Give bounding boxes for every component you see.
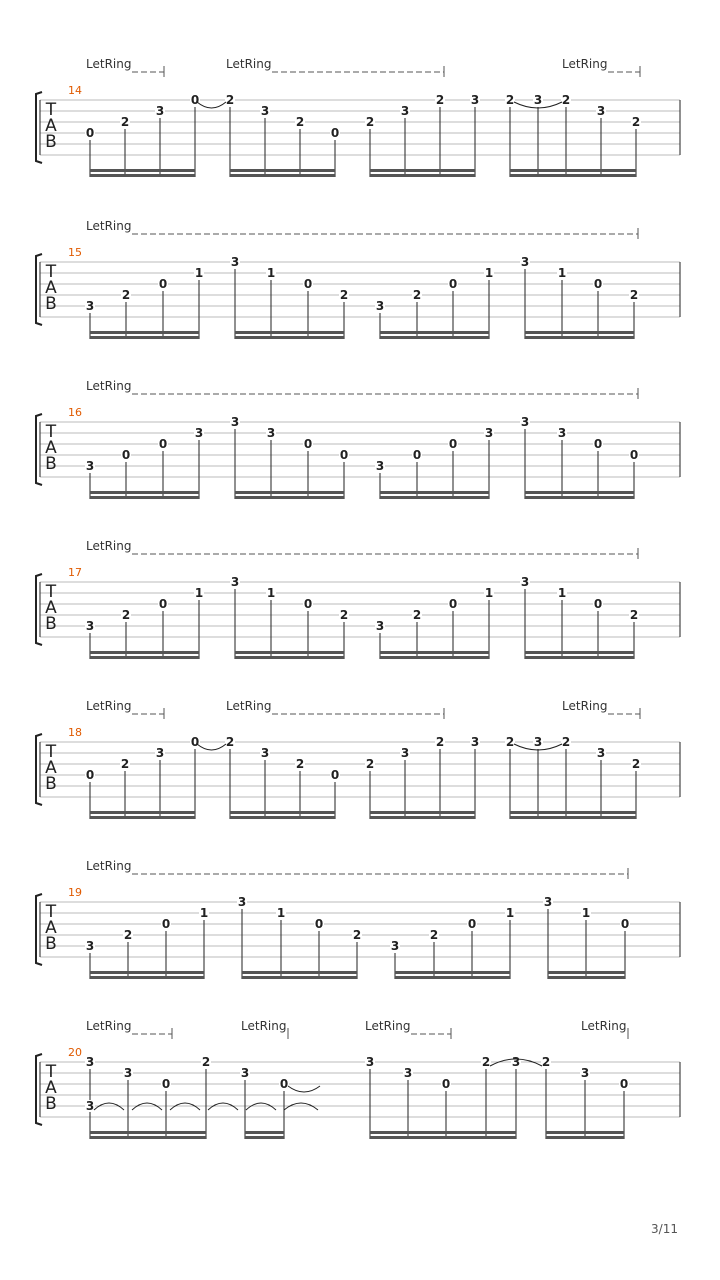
- beam-secondary: [235, 651, 344, 654]
- beam-secondary: [90, 971, 204, 974]
- page-number: 3/11: [651, 1222, 678, 1236]
- fret-number: 2: [561, 93, 571, 107]
- let-ring-label: LetRing: [86, 539, 132, 553]
- tab-clef-letter: A: [45, 918, 57, 938]
- fret-number: 1: [557, 586, 567, 600]
- measure-number: 15: [68, 246, 82, 259]
- fret-number: 0: [161, 1077, 171, 1091]
- let-ring-label: LetRing: [241, 1019, 287, 1033]
- beam-secondary: [395, 971, 510, 974]
- fret-number: 3: [85, 619, 95, 633]
- fret-number: 3: [85, 939, 95, 953]
- tie-arc: [197, 102, 226, 108]
- system-bracket: [36, 254, 42, 325]
- tab-clef-letter: A: [45, 438, 57, 458]
- fret-number: 2: [429, 928, 439, 942]
- beam-secondary: [548, 971, 625, 974]
- tab-clef-letter: B: [45, 614, 57, 634]
- beam-primary: [380, 336, 489, 339]
- fret-number: 0: [620, 917, 630, 931]
- beam-primary: [525, 656, 634, 659]
- measure-number: 19: [68, 886, 82, 899]
- tab-clef-letter: A: [45, 758, 57, 778]
- beam-secondary: [235, 491, 344, 494]
- beam-secondary: [245, 1131, 284, 1134]
- fret-number: 2: [365, 115, 375, 129]
- tab-clef-letter: T: [45, 422, 57, 442]
- fret-number: 1: [194, 266, 204, 280]
- fret-number: 0: [158, 277, 168, 291]
- fret-number: 2: [339, 288, 349, 302]
- fret-number: 2: [352, 928, 362, 942]
- let-ring-label: LetRing: [86, 1019, 132, 1033]
- beam-primary: [90, 816, 195, 819]
- fret-number: 0: [593, 597, 603, 611]
- beam-primary: [510, 816, 636, 819]
- fret-number: 3: [266, 426, 276, 440]
- tab-clef-letter: B: [45, 1094, 57, 1114]
- fret-number: 0: [412, 448, 422, 462]
- beam-secondary: [242, 971, 357, 974]
- system-bracket: [36, 414, 42, 485]
- fret-number: 3: [400, 104, 410, 118]
- beam-primary: [370, 816, 475, 819]
- fret-number: 3: [230, 255, 240, 269]
- beam-secondary: [380, 491, 489, 494]
- fret-number: 3: [470, 735, 480, 749]
- fret-number: 0: [619, 1077, 629, 1091]
- beam-secondary: [90, 491, 199, 494]
- fret-number: 3: [194, 426, 204, 440]
- let-ring-label: LetRing: [562, 57, 608, 71]
- let-ring-label: LetRing: [581, 1019, 627, 1033]
- beam-secondary: [370, 1131, 516, 1134]
- measure-number: 14: [68, 84, 82, 97]
- tab-clef-letter: B: [45, 774, 57, 794]
- let-ring-label: LetRing: [86, 379, 132, 393]
- beam-primary: [548, 976, 625, 979]
- fret-number: 0: [314, 917, 324, 931]
- beam-primary: [242, 976, 357, 979]
- fret-number: 3: [400, 746, 410, 760]
- fret-number: 3: [375, 299, 385, 313]
- fret-number: 1: [199, 906, 209, 920]
- fret-number: 0: [161, 917, 171, 931]
- beam-primary: [235, 656, 344, 659]
- fret-number: 0: [593, 277, 603, 291]
- fret-number: 0: [629, 448, 639, 462]
- beam-primary: [90, 976, 204, 979]
- tab-clef-letter: B: [45, 454, 57, 474]
- fret-number: 2: [629, 288, 639, 302]
- beam-secondary: [525, 331, 634, 334]
- fret-number: 2: [561, 735, 571, 749]
- fret-number: 3: [237, 895, 247, 909]
- fret-number: 1: [266, 266, 276, 280]
- fret-number: 0: [121, 448, 131, 462]
- tab-clef-letter: T: [45, 1062, 57, 1082]
- beam-secondary: [380, 331, 489, 334]
- fret-number: 3: [260, 746, 270, 760]
- fret-number: 2: [121, 608, 131, 622]
- tie-arc: [197, 744, 226, 750]
- fret-number: 2: [412, 288, 422, 302]
- beam-primary: [235, 496, 344, 499]
- fret-number: 2: [121, 288, 131, 302]
- fret-number: 3: [375, 619, 385, 633]
- system-bracket: [36, 92, 42, 163]
- beam-primary: [380, 656, 489, 659]
- beam-secondary: [230, 169, 335, 172]
- fret-number: 3: [85, 1055, 95, 1069]
- fret-number: 3: [533, 735, 543, 749]
- fret-number: 2: [631, 115, 641, 129]
- fret-number: 2: [201, 1055, 211, 1069]
- fret-number: 0: [158, 437, 168, 451]
- fret-number: 3: [403, 1066, 413, 1080]
- beam-primary: [90, 496, 199, 499]
- fret-number: 2: [365, 757, 375, 771]
- beam-primary: [90, 336, 199, 339]
- let-ring-label: LetRing: [86, 219, 132, 233]
- system-bracket: [36, 734, 42, 805]
- fret-number: 2: [225, 93, 235, 107]
- fret-number: 0: [330, 126, 340, 140]
- beam-secondary: [235, 331, 344, 334]
- beam-secondary: [380, 651, 489, 654]
- tie-arc: [288, 1086, 320, 1092]
- fret-number: 0: [190, 93, 200, 107]
- fret-number: 0: [593, 437, 603, 451]
- fret-number: 0: [339, 448, 349, 462]
- fret-number: 1: [581, 906, 591, 920]
- fret-number: 2: [120, 757, 130, 771]
- fret-number: 3: [470, 93, 480, 107]
- beam-primary: [230, 174, 335, 177]
- let-ring-label: LetRing: [86, 859, 132, 873]
- beam-secondary: [525, 491, 634, 494]
- beam-secondary: [546, 1131, 624, 1134]
- fret-number: 0: [303, 437, 313, 451]
- fret-number: 0: [448, 437, 458, 451]
- measure-number: 16: [68, 406, 82, 419]
- tab-clef-letter: A: [45, 598, 57, 618]
- fret-number: 3: [533, 93, 543, 107]
- fret-number: 0: [303, 597, 313, 611]
- beam-primary: [546, 1136, 624, 1139]
- fret-number: 1: [276, 906, 286, 920]
- fret-number: 1: [557, 266, 567, 280]
- fret-number: 2: [631, 757, 641, 771]
- tab-clef-letter: T: [45, 902, 57, 922]
- fret-number: 2: [295, 115, 305, 129]
- beam-primary: [90, 1136, 206, 1139]
- system-bracket: [36, 894, 42, 965]
- measure-number: 18: [68, 726, 82, 739]
- fret-number: 3: [240, 1066, 250, 1080]
- beam-primary: [235, 336, 344, 339]
- fret-number: 2: [541, 1055, 551, 1069]
- beam-secondary: [370, 169, 475, 172]
- beam-primary: [90, 174, 195, 177]
- fret-number: 3: [557, 426, 567, 440]
- beam-primary: [395, 976, 510, 979]
- beam-secondary: [230, 811, 335, 814]
- measure-number: 17: [68, 566, 82, 579]
- fret-number: 3: [580, 1066, 590, 1080]
- fret-number: 3: [85, 459, 95, 473]
- tab-clef-letter: B: [45, 934, 57, 954]
- fret-number: 3: [85, 1099, 95, 1113]
- beam-secondary: [90, 811, 195, 814]
- beam-primary: [245, 1136, 284, 1139]
- let-ring-label: LetRing: [86, 699, 132, 713]
- tab-clef-letter: T: [45, 582, 57, 602]
- fret-number: 2: [505, 735, 515, 749]
- fret-number: 3: [230, 575, 240, 589]
- fret-number: 3: [543, 895, 553, 909]
- beam-primary: [525, 336, 634, 339]
- tab-clef-letter: T: [45, 262, 57, 282]
- fret-number: 0: [279, 1077, 289, 1091]
- beam-secondary: [510, 169, 636, 172]
- let-ring-label: LetRing: [226, 57, 272, 71]
- fret-number: 2: [435, 735, 445, 749]
- fret-number: 3: [85, 299, 95, 313]
- fret-number: 0: [448, 277, 458, 291]
- beam-secondary: [90, 651, 199, 654]
- fret-number: 2: [629, 608, 639, 622]
- fret-number: 3: [390, 939, 400, 953]
- let-ring-label: LetRing: [226, 699, 272, 713]
- fret-number: 2: [435, 93, 445, 107]
- fret-number: 3: [596, 104, 606, 118]
- tab-clef-letter: T: [45, 742, 57, 762]
- beam-primary: [370, 1136, 516, 1139]
- tab-clef-letter: T: [45, 100, 57, 120]
- fret-number: 3: [260, 104, 270, 118]
- fret-number: 2: [123, 928, 133, 942]
- fret-number: 1: [505, 906, 515, 920]
- beam-primary: [370, 174, 475, 177]
- tab-clef-letter: B: [45, 132, 57, 152]
- fret-number: 3: [155, 746, 165, 760]
- fret-number: 0: [303, 277, 313, 291]
- let-ring-label: LetRing: [86, 57, 132, 71]
- fret-number: 0: [85, 768, 95, 782]
- fret-number: 3: [520, 415, 530, 429]
- tab-clef-letter: A: [45, 278, 57, 298]
- beam-primary: [90, 656, 199, 659]
- beam-secondary: [370, 811, 475, 814]
- beam-secondary: [525, 651, 634, 654]
- beam-primary: [230, 816, 335, 819]
- beam-secondary: [510, 811, 636, 814]
- fret-number: 2: [339, 608, 349, 622]
- fret-number: 3: [511, 1055, 521, 1069]
- fret-number: 0: [85, 126, 95, 140]
- fret-number: 0: [330, 768, 340, 782]
- fret-number: 2: [120, 115, 130, 129]
- fret-number: 3: [123, 1066, 133, 1080]
- let-ring-label: LetRing: [365, 1019, 411, 1033]
- fret-number: 0: [190, 735, 200, 749]
- fret-number: 3: [520, 255, 530, 269]
- fret-number: 2: [481, 1055, 491, 1069]
- fret-number: 1: [266, 586, 276, 600]
- tab-clef-letter: A: [45, 1078, 57, 1098]
- beam-primary: [525, 496, 634, 499]
- fret-number: 2: [505, 93, 515, 107]
- fret-number: 3: [365, 1055, 375, 1069]
- let-ring-label: LetRing: [562, 699, 608, 713]
- fret-number: 0: [467, 917, 477, 931]
- system-bracket: [36, 1054, 42, 1125]
- beam-secondary: [90, 331, 199, 334]
- fret-number: 3: [375, 459, 385, 473]
- beam-secondary: [90, 169, 195, 172]
- fret-number: 2: [295, 757, 305, 771]
- fret-number: 2: [225, 735, 235, 749]
- fret-number: 2: [412, 608, 422, 622]
- fret-number: 3: [484, 426, 494, 440]
- system-bracket: [36, 574, 42, 645]
- beam-primary: [380, 496, 489, 499]
- fret-number: 0: [441, 1077, 451, 1091]
- fret-number: 3: [520, 575, 530, 589]
- fret-number: 0: [448, 597, 458, 611]
- tab-clef-letter: B: [45, 294, 57, 314]
- fret-number: 1: [484, 586, 494, 600]
- tab-clef-letter: A: [45, 116, 57, 136]
- fret-number: 0: [158, 597, 168, 611]
- fret-number: 1: [484, 266, 494, 280]
- measure-number: 20: [68, 1046, 82, 1059]
- beam-primary: [510, 174, 636, 177]
- beam-secondary: [90, 1131, 206, 1134]
- fret-number: 3: [230, 415, 240, 429]
- fret-number: 3: [155, 104, 165, 118]
- fret-number: 1: [194, 586, 204, 600]
- fret-number: 3: [596, 746, 606, 760]
